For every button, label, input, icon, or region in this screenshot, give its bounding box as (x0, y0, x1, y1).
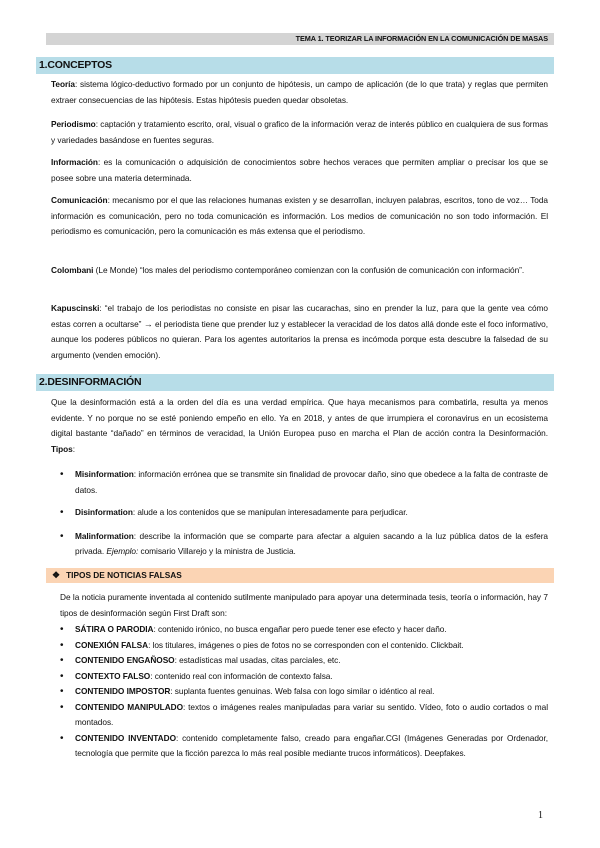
item-text: : los titulares, imágenes o pies de fotos no se corresponden con el contenido. Clickbait. (148, 639, 464, 650)
term: Colombani (51, 265, 94, 275)
term: Malinformation (75, 530, 134, 541)
term: CONTENIDO INVENTADO (75, 732, 176, 743)
bullet-icon: • (60, 624, 64, 635)
list-item (60, 653, 548, 669)
subsection-title-wrap (52, 568, 182, 583)
desinformacion-intro (51, 395, 548, 457)
term: Teoría (51, 79, 75, 89)
definition-text: : captación y tratamiento escrito, oral, visual o grafico de la información veraz de interés público en cualquiera de sus formas y variedades basándose en fuentes seguras. (51, 119, 548, 145)
intro-text: De la noticia puramente inventada al contenido sutilmente manipulado para apoyar una determinada tesis, teoría o información, hay 7 tipos de desinformación según First Draft son: (60, 592, 548, 618)
item-text: : estadísticas mal usadas, citas parciales, etc. (174, 655, 341, 665)
tipos-label: Tipos (51, 443, 73, 454)
quote-explanation: el periodista tiene que prender luz y establecer la veracidad de los datos allá donde este el foco informativo, aunque los poderes públicos no quieran. Para los agentes autoritarios la prensa es incómoda porque esta descubre la falsedad de su argumento (venden emoción). (51, 318, 548, 360)
term: Kapuscinski (51, 303, 100, 313)
term: SÁTIRA O PARODIA (75, 624, 154, 634)
bullet-icon: • (60, 686, 64, 697)
term: Disinformation (75, 507, 133, 517)
item-text: : información errónea que se transmite sin finalidad de provocar daño, sino que obedece a la falta de contraste de datos. (75, 469, 548, 495)
subsection-title: TIPOS DE NOTICIAS FALSAS (66, 570, 182, 580)
list-item (60, 529, 548, 560)
term: Comunicación (51, 195, 108, 205)
definition-teoria (51, 77, 548, 108)
term: Periodismo (51, 119, 96, 129)
example-text: comisario Villarejo y la ministra de Justicia. (138, 546, 296, 556)
definition-text: : sistema lógico-deductivo formado por un conjunto de hipótesis, un campo de aplicación (de lo que trata) y reglas que permiten extraer consecuencias de las hipótesis. Estas hipótesis pueden quedar obsoletas. (51, 79, 548, 105)
term: CONTEXTO FALSO (75, 670, 151, 681)
definition-text: : es la comunicación o adquisición de conocimientos sobre hechos veraces que permiten ampliar o precisar los que se posee sobre una materia determinada. (51, 157, 548, 183)
bullet-icon: • (60, 507, 64, 518)
header-title: TEMA 1. TEORIZAR LA INFORMACIÓN EN LA COMUNICACIÓN DE MASAS (295, 34, 548, 43)
term: CONTENIDO IMPOSTOR (75, 686, 171, 696)
item-text: : alude a los contenidos que se manipulan interesadamente para perjudicar. (132, 507, 408, 517)
item-text: : textos o imágenes reales manipuladas para variar su sentido. Vídeo, foto o audio cortados o mal montados. (75, 701, 548, 727)
noticias-falsas-intro (60, 590, 548, 621)
definition-comunicacion (51, 193, 548, 240)
bullet-icon: • (60, 701, 64, 713)
section-heading-conceptos (36, 57, 554, 74)
page-number: 1 (538, 810, 543, 821)
list-item (60, 731, 548, 762)
item-text: : contenido irónico, no busca engañar pero puede tener ese efecto y hacer daño. (153, 624, 447, 634)
diamond-bullet-icon: ❖ (52, 570, 61, 580)
bullet-icon: • (60, 670, 64, 682)
definition-text: : mecanismo por el que las relaciones humanas existen y se desarrollan, incluyen palabras, escritos, tono de voz… Toda información es comunicación, pero no toda comunicación es información. Los medios de comunicación no son todo información. El periodismo es comunicación, pero la comunicación es más extensa que el periodismo. (51, 195, 548, 236)
definition-informacion (51, 155, 548, 186)
list-item (60, 669, 548, 685)
list-item (60, 467, 548, 498)
list-item (60, 684, 548, 700)
definition-text: (Le Monde) “los males del periodismo contemporáneo comienzan con la confusión de comunicación con información”. (93, 265, 525, 275)
list-item (60, 622, 548, 638)
tipos-colon: : (72, 443, 75, 454)
quote-colombani (51, 263, 548, 279)
quote-kapuscinski (51, 301, 548, 363)
term: Información (51, 157, 98, 167)
running-header (46, 33, 554, 45)
list-item (60, 505, 548, 521)
term: Misinformation (75, 469, 134, 479)
right-arrow-icon: → (143, 318, 153, 329)
term: CONEXIÓN FALSA (75, 639, 149, 650)
fake-news-types-list (60, 622, 548, 762)
term: CONTENIDO ENGAÑOSO (75, 655, 175, 665)
list-item (60, 700, 548, 731)
bullet-icon: • (60, 732, 64, 744)
item-text: : suplanta fuentes genuinas. Web falsa con logo similar o idéntico al real. (170, 686, 435, 696)
example-label: Ejemplo: (106, 546, 139, 556)
quote-text: : “el trabajo de los periodistas no consiste en pisar las cucarachas, sino en prender la luz, para que la gente vea cómo estas corren a ocultarse” (51, 303, 548, 329)
item-text: : contenido real con información de contexto falsa. (150, 670, 333, 681)
item-text: : describe la información que se comparte para afectar a alguien sacando a la luz pública datos de la esfera privada. (75, 530, 548, 556)
desinformation-types-list (60, 467, 548, 560)
bullet-icon: • (60, 530, 64, 542)
subsection-heading-tipos-noticias-falsas (46, 568, 554, 583)
list-item (60, 638, 548, 654)
item-text: : contenido completamente falso, creado para engañar.CGI (Imágenes Generadas por Ordenador, tecnología que permite que la ficción parezca lo más real posible mediante trucos informáticos). Deepfakes. (75, 732, 549, 758)
intro-text: Que la desinformación está a la orden del día es una verdad empírica. Que haya mecanismos para combatirla, resulta ya menos evidente. Y no porque no se esté poniendo empeño en ello. Ya en 2018, y antes de que irrumpiera el coronavirus en un ecosistema digital bastante “dañado” en términos de veracidad, la Unión Europea puso en marcha el Plan de acción contra la Desinformación. (51, 397, 548, 438)
bullet-icon: • (60, 469, 64, 480)
section-title: 2.DESINFORMACIÓN (39, 376, 142, 388)
definition-periodismo (51, 117, 548, 148)
section-heading-desinformacion (36, 374, 554, 391)
bullet-icon: • (60, 655, 64, 666)
bullet-icon: • (60, 639, 64, 651)
term: CONTENIDO MANIPULADO (75, 701, 183, 712)
section-title: 1.CONCEPTOS (39, 59, 112, 71)
